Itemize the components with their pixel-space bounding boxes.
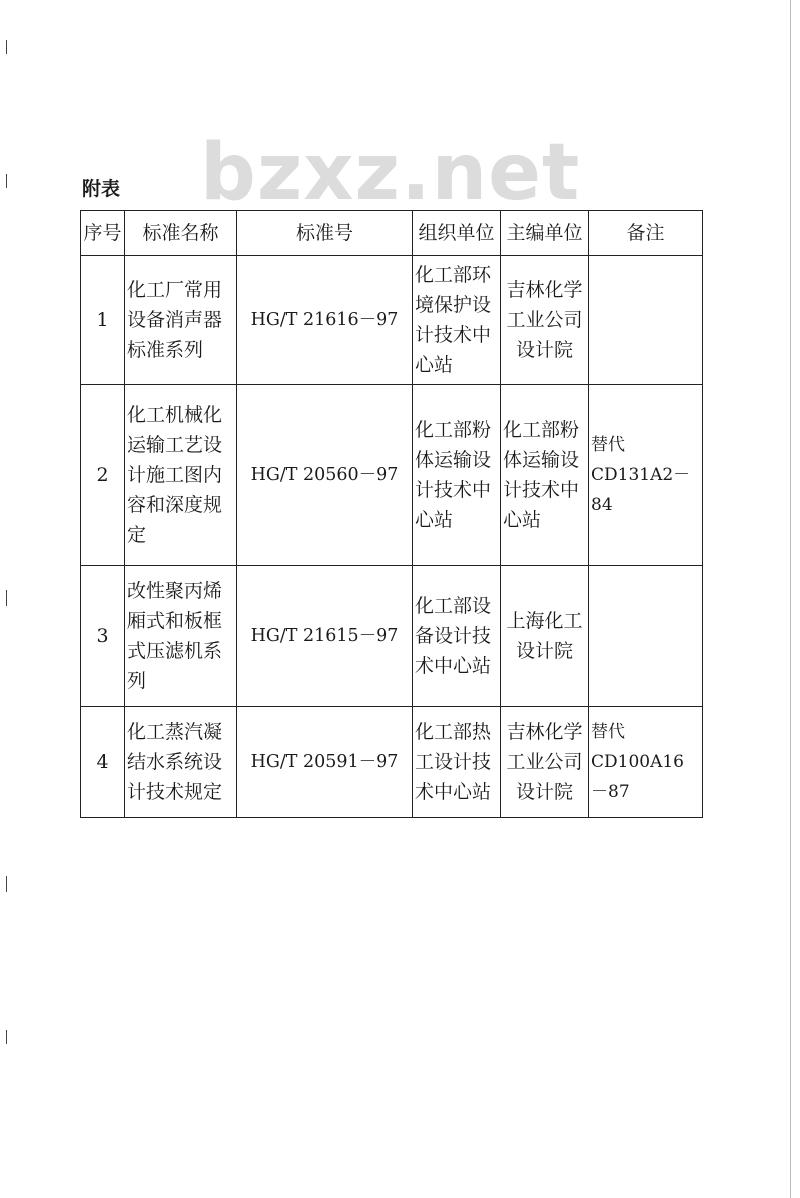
header-org: 组织单位	[413, 211, 501, 256]
header-index: 序号	[81, 211, 125, 256]
table-row	[81, 566, 703, 707]
cell-name: 化工机械化运输工艺设计施工图内容和深度规定	[125, 385, 237, 566]
cell-code: HG/T 21616－97	[237, 256, 413, 385]
header-editor: 主编单位	[501, 211, 589, 256]
table-row	[81, 256, 703, 385]
cell-remark: 替代 CD100A16－87	[589, 707, 703, 818]
header-remark: 备注	[589, 211, 703, 256]
cell-name: 改性聚丙烯厢式和板框式压滤机系列	[125, 566, 237, 707]
table-row	[81, 385, 703, 566]
cell-index: 2	[81, 385, 125, 566]
cell-org: 化工部热工设计技术中心站	[413, 707, 501, 818]
cell-org: 化工部环境保护设计技术中心站	[413, 256, 501, 385]
cell-index: 4	[81, 707, 125, 818]
cell-remark	[589, 256, 703, 385]
scan-edge-mark	[6, 174, 7, 188]
cell-code: HG/T 20591－97	[237, 707, 413, 818]
cell-remark: 替代 CD131A2－84	[589, 385, 703, 566]
standards-table	[80, 210, 703, 818]
table-row	[81, 707, 703, 818]
scan-edge-mark	[6, 40, 7, 54]
table-caption: 附表	[82, 178, 121, 200]
cell-code: HG/T 21615－97	[237, 566, 413, 707]
cell-editor: 吉林化学工业公司设计院	[501, 707, 589, 818]
cell-editor: 化工部粉体运输设计技术中心站	[501, 385, 589, 566]
cell-remark	[589, 566, 703, 707]
watermark: bzxz.net	[200, 128, 581, 218]
cell-name: 化工厂常用设备消声器标准系列	[125, 256, 237, 385]
table-header-row	[81, 211, 703, 256]
cell-index: 3	[81, 566, 125, 707]
cell-editor: 吉林化学工业公司设计院	[501, 256, 589, 385]
header-name: 标准名称	[125, 211, 237, 256]
cell-index: 1	[81, 256, 125, 385]
scan-edge-mark	[6, 876, 7, 892]
cell-org: 化工部设备设计技术中心站	[413, 566, 501, 707]
header-code: 标准号	[237, 211, 413, 256]
cell-org: 化工部粉体运输设计技术中心站	[413, 385, 501, 566]
scan-edge-mark	[790, 0, 791, 1198]
cell-name: 化工蒸汽凝结水系统设计技术规定	[125, 707, 237, 818]
cell-code: HG/T 20560－97	[237, 385, 413, 566]
cell-editor: 上海化工设计院	[501, 566, 589, 707]
scan-edge-mark	[6, 1030, 7, 1044]
scan-edge-mark	[6, 590, 7, 606]
